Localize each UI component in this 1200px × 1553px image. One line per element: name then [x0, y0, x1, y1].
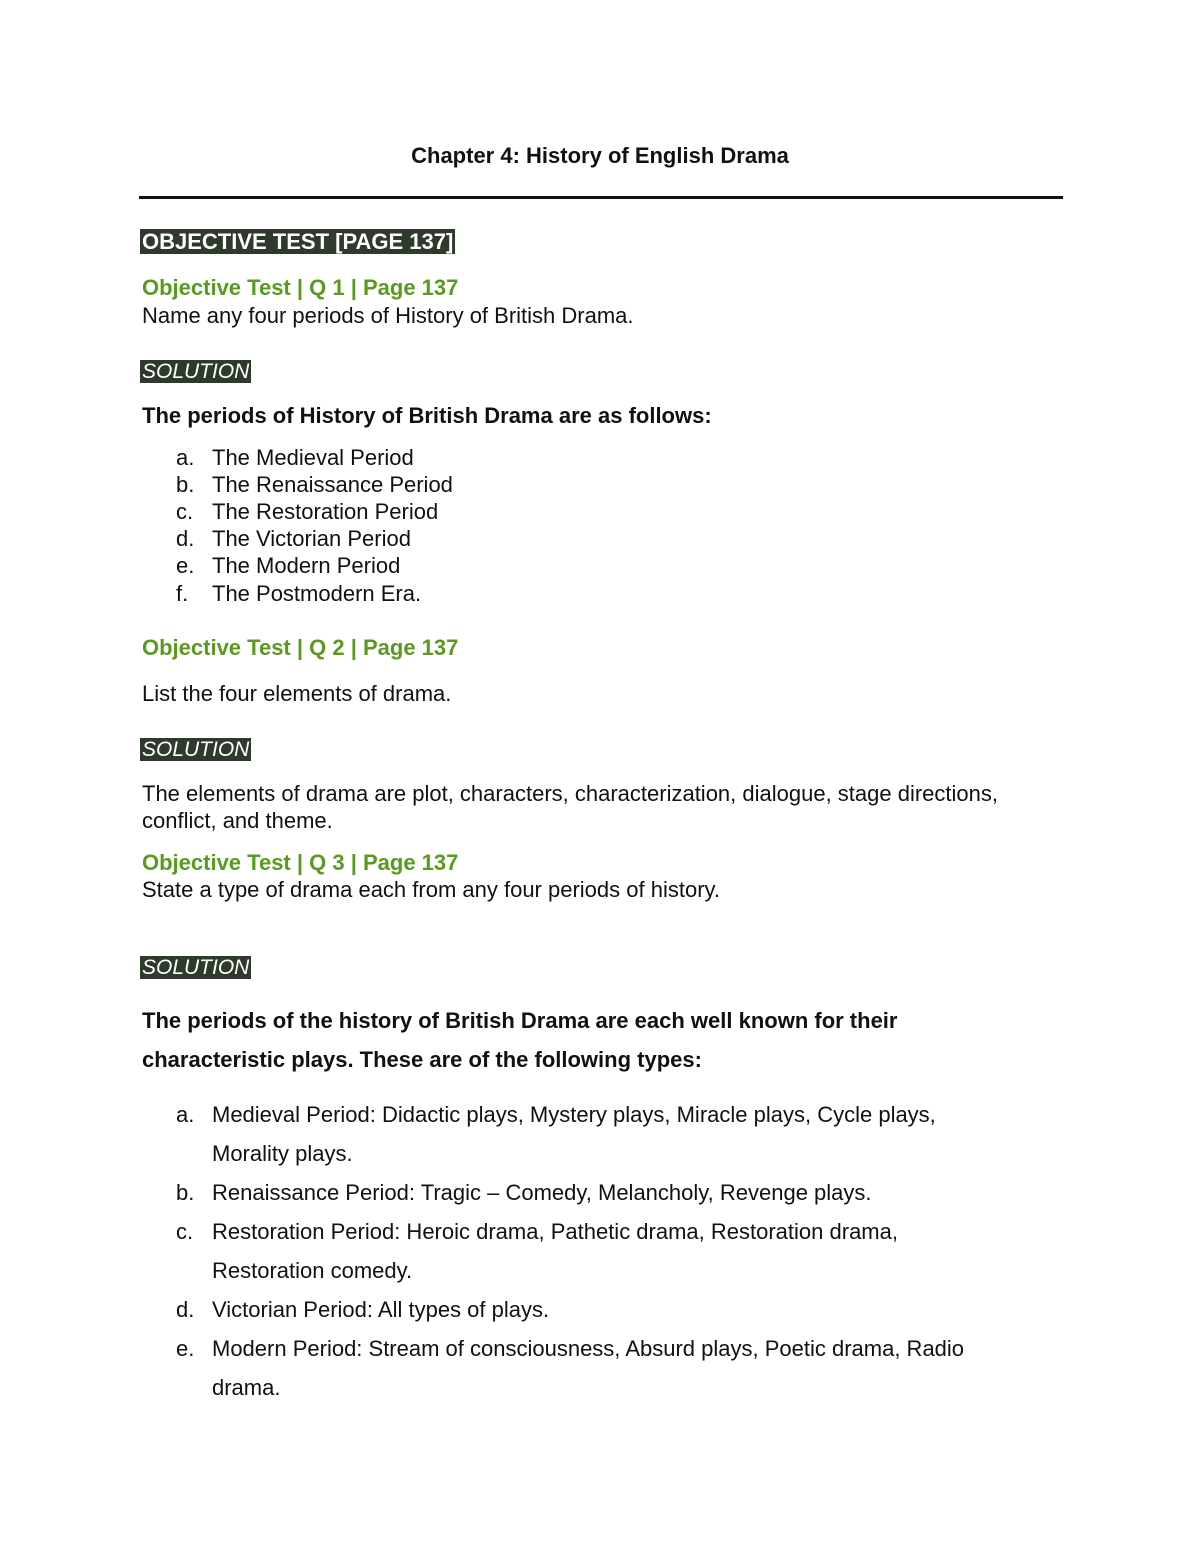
- q1-heading: Objective Test | Q 1 | Page 137: [142, 275, 459, 300]
- q2-question: List the four elements of drama.: [142, 681, 452, 706]
- page-title: Chapter 4: History of English Drama: [411, 143, 789, 168]
- list-marker: c.: [176, 499, 194, 524]
- q3-item-a: [140, 1102, 936, 1128]
- q3-solution-label: SOLUTION: [142, 956, 250, 979]
- list-item-text: Restoration Period: Heroic drama, Pathetic drama, Restoration drama,: [212, 1219, 898, 1244]
- title-divider: [139, 196, 1063, 199]
- list-marker: e.: [176, 553, 195, 578]
- q1-intro: The periods of History of British Drama are as follows:: [142, 403, 712, 428]
- list-marker: b.: [176, 1180, 195, 1205]
- q3-intro-line2: characteristic plays. These are of the following types:: [142, 1047, 702, 1072]
- list-marker: d.: [176, 1297, 195, 1322]
- q1-item-c: [140, 499, 438, 525]
- q1-solution-label: SOLUTION: [142, 360, 250, 383]
- q1-solution-tag: [140, 358, 251, 384]
- list-item-text: Renaissance Period: Tragic – Comedy, Melancholy, Revenge plays.: [212, 1180, 872, 1205]
- q1-item-e: [140, 553, 400, 579]
- q2-answer-line2: conflict, and theme.: [142, 808, 333, 833]
- q2-answer-line1: The elements of drama are plot, characters, characterization, dialogue, stage directions,: [142, 781, 999, 806]
- q3-item-b: [140, 1180, 872, 1206]
- list-marker: a.: [176, 1102, 195, 1127]
- list-item-text: The Medieval Period: [212, 445, 414, 470]
- q1-item-d: [140, 526, 411, 552]
- q3-item-c-cont: Restoration comedy.: [212, 1258, 413, 1283]
- q3-intro-line1: The periods of the history of British Drama are each well known for their: [142, 1008, 898, 1033]
- q3-item-a-cont: Morality plays.: [212, 1141, 353, 1166]
- list-item-text: Medieval Period: Didactic plays, Mystery plays, Miracle plays, Cycle plays,: [212, 1102, 936, 1127]
- list-marker: c.: [176, 1219, 194, 1244]
- q3-question: State a type of drama each from any four periods of history.: [142, 877, 720, 902]
- q3-solution-tag: [140, 954, 251, 980]
- list-marker: a.: [176, 445, 195, 470]
- list-item-text: Victorian Period: All types of plays.: [212, 1297, 550, 1322]
- q2-heading: Objective Test | Q 2 | Page 137: [142, 635, 459, 660]
- list-item-text: The Renaissance Period: [212, 472, 453, 497]
- section-heading: [140, 229, 455, 255]
- q3-item-e: [140, 1336, 964, 1362]
- q3-item-c: [140, 1219, 898, 1245]
- q1-question: Name any four periods of History of British Drama.: [142, 303, 634, 328]
- list-item-text: The Modern Period: [212, 553, 401, 578]
- list-item-text: Modern Period: Stream of consciousness, Absurd plays, Poetic drama, Radio: [212, 1336, 965, 1361]
- q3-heading: Objective Test | Q 3 | Page 137: [142, 850, 459, 875]
- list-item-text: The Postmodern Era.: [212, 581, 422, 606]
- q1-item-f: [140, 581, 421, 607]
- list-marker: f.: [176, 581, 189, 606]
- q1-item-b: [140, 472, 453, 498]
- q1-item-a: [140, 445, 414, 471]
- list-item-text: The Victorian Period: [212, 526, 411, 551]
- q2-solution-label: SOLUTION: [142, 738, 250, 761]
- q2-solution-tag: [140, 736, 251, 762]
- q3-item-e-cont: drama.: [212, 1375, 281, 1400]
- q3-item-d: [140, 1297, 549, 1323]
- section-label: OBJECTIVE TEST [PAGE 137]: [142, 229, 454, 254]
- list-marker: e.: [176, 1336, 195, 1361]
- list-item-text: The Restoration Period: [212, 499, 439, 524]
- list-marker: d.: [176, 526, 195, 551]
- list-marker: b.: [176, 472, 195, 497]
